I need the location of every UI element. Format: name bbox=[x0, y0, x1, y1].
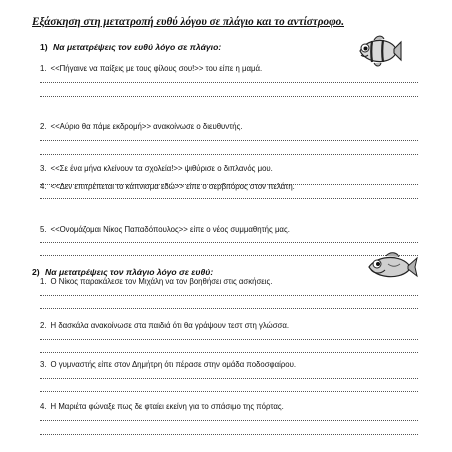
answer-line[interactable] bbox=[40, 255, 418, 256]
answer-line[interactable] bbox=[40, 96, 418, 97]
answer-line[interactable] bbox=[40, 391, 418, 392]
item-text: Η Μαριέτα φώναξε πως δε φταίει εκείνη για το σπάσιμο της πόρτας. bbox=[50, 402, 284, 411]
section1-item-2 bbox=[40, 122, 243, 131]
section2-heading bbox=[32, 267, 213, 277]
answer-line[interactable] bbox=[40, 198, 418, 199]
page-title: Εξάσκηση στη μετατροπή ευθύ λόγου σε πλάγιο και το αντίστροφο. bbox=[32, 16, 344, 28]
item-number: 4. bbox=[40, 182, 47, 191]
item-number: 4. bbox=[40, 402, 47, 411]
answer-line[interactable] bbox=[40, 308, 418, 309]
section2-item-1 bbox=[40, 277, 272, 286]
answer-line[interactable] bbox=[40, 378, 418, 379]
item-text: <<Ονομάζομαι Νίκος Παπαδόπουλος>> είπε ο νέος συμμαθητής μας. bbox=[50, 225, 290, 234]
section2-heading-text: Να μετατρέψεις τον πλάγιο λόγο σε ευθύ: bbox=[45, 267, 214, 277]
item-text: Η δασκάλα ανακοίνωσε στα παιδιά ότι θα γράψουν τεστ στη γλώσσα. bbox=[50, 321, 290, 330]
item-number: 3. bbox=[40, 360, 47, 369]
section1-number: 1) bbox=[40, 42, 48, 52]
item-number: 3. bbox=[40, 164, 47, 173]
item-number: 1. bbox=[40, 64, 47, 73]
answer-line[interactable] bbox=[40, 82, 418, 83]
section2-item-2 bbox=[40, 321, 289, 330]
item-text: <<Πήγαινε να παίξεις με τους φίλους σου!>> του είπε η μαμά. bbox=[50, 64, 263, 73]
section1-item-3 bbox=[40, 164, 273, 173]
answer-line[interactable] bbox=[40, 295, 418, 296]
section2-item-4 bbox=[40, 402, 284, 411]
answer-line[interactable] bbox=[40, 420, 418, 421]
clownfish-icon bbox=[356, 34, 402, 68]
answer-line[interactable] bbox=[40, 140, 418, 141]
section1-heading-text: Να μετατρέψεις τον ευθύ λόγο σε πλάγιο: bbox=[53, 42, 222, 52]
item-text: Ο Νίκος παρακάλεσε τον Μιχάλη να τον βοηθήσει στις ασκήσεις. bbox=[50, 277, 273, 286]
section1-item-4 bbox=[40, 182, 295, 191]
item-number: 2. bbox=[40, 321, 47, 330]
item-text: <<Αύριο θα πάμε εκδρομή>> ανακοίνωσε ο διευθυντής. bbox=[50, 122, 243, 131]
item-number: 5. bbox=[40, 225, 47, 234]
section2-number: 2) bbox=[32, 267, 40, 277]
item-number: 2. bbox=[40, 122, 47, 131]
answer-line[interactable] bbox=[40, 242, 418, 243]
section1-heading bbox=[40, 42, 221, 52]
item-text: Ο γυμναστής είπε στον Δημήτρη ότι πέρασε στην ομάδα ποδοσφαίρου. bbox=[50, 360, 297, 369]
cartoon-fish-icon bbox=[366, 252, 418, 282]
answer-line[interactable] bbox=[40, 352, 418, 353]
answer-line[interactable] bbox=[40, 434, 418, 435]
item-text: <<Δεν επιτρέπεται το κάπνισμα εδώ>> είπε ο σερβιτόρος στον πελάτη. bbox=[50, 182, 295, 191]
answer-line[interactable] bbox=[40, 339, 418, 340]
item-number: 1. bbox=[40, 277, 47, 286]
item-text: <<Σε ένα μήνα κλείνουν τα σχολεία!>> ψιθύρισε ο διπλανός μου. bbox=[50, 164, 273, 173]
section2-item-3 bbox=[40, 360, 296, 369]
section1-item-1 bbox=[40, 64, 262, 73]
section1-item-5 bbox=[40, 225, 290, 234]
answer-line[interactable] bbox=[40, 154, 418, 155]
